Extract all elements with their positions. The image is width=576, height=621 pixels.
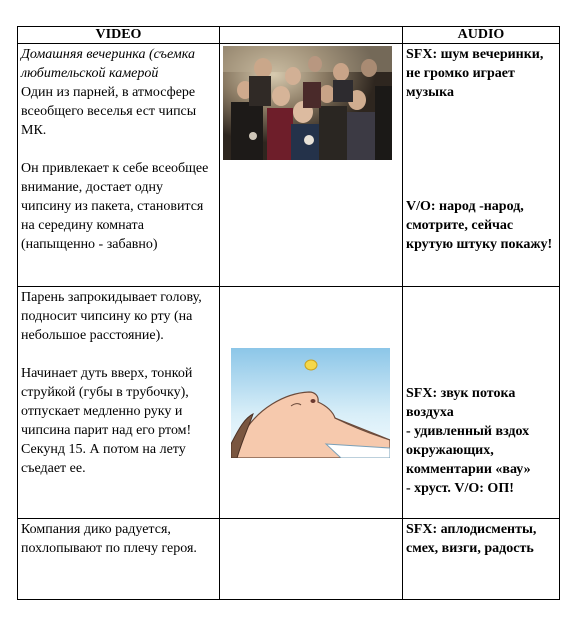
audio-cell xyxy=(403,287,560,519)
image-column-header xyxy=(220,27,403,44)
video-cell xyxy=(18,44,220,287)
audio-paragraph: - удивленный вздох окружающих, комментарии «вау» xyxy=(406,424,531,477)
audio-column-header: AUDIO xyxy=(403,27,560,44)
audio-paragraph: SFX: шум вечеринки, не громко играет музыка xyxy=(406,47,544,100)
table-row xyxy=(18,44,560,287)
audio-paragraph: SFX: аплодисменты, смех, визги, радость xyxy=(406,522,537,556)
image-cell xyxy=(220,519,403,600)
image-cell xyxy=(220,44,403,287)
audio-paragraph: V/O: народ -народ, смотрите, сейчас крутую штуку покажу! xyxy=(406,199,553,252)
video-paragraph: Компания дико радуется, похлопывают по плечу героя. xyxy=(21,522,197,556)
video-cell xyxy=(18,287,220,519)
video-italic-note: Домашняя вечеринка (съемка любительской камерой xyxy=(21,47,195,81)
header-row xyxy=(18,27,560,44)
floating-chip-illustration xyxy=(231,348,390,458)
video-paragraph: Он привлекает к себе всеобщее внимание, достает одну чипсину из пакета, становится на середину комната (напыщенно - забавно) xyxy=(21,161,209,252)
video-paragraph: Один из парней, в атмосфере всеобщего веселья ест чипсы МК. xyxy=(21,85,197,138)
party-photo xyxy=(223,46,392,160)
video-paragraph: Парень запрокидывает голову, подносит чипсину ко рту (на небольшое расстояние). xyxy=(21,290,202,343)
video-column-header: VIDEO xyxy=(18,27,220,44)
audio-paragraph: - хруст. V/O: ОП! xyxy=(406,481,514,496)
audio-paragraph: SFX: звук потока воздуха xyxy=(406,386,516,420)
image-cell xyxy=(220,287,403,519)
video-cell xyxy=(18,519,220,600)
audio-cell xyxy=(403,44,560,287)
script-table xyxy=(17,26,560,600)
video-paragraph: Начинает дуть вверх, тонкой струйкой (губы в трубочку), отпускает медленно руку и чипсина парит над его ртом! Секунд 15. А потом на лету съедает ее. xyxy=(21,366,193,476)
table-row xyxy=(18,519,560,600)
audio-cell xyxy=(403,519,560,600)
table-row xyxy=(18,287,560,519)
